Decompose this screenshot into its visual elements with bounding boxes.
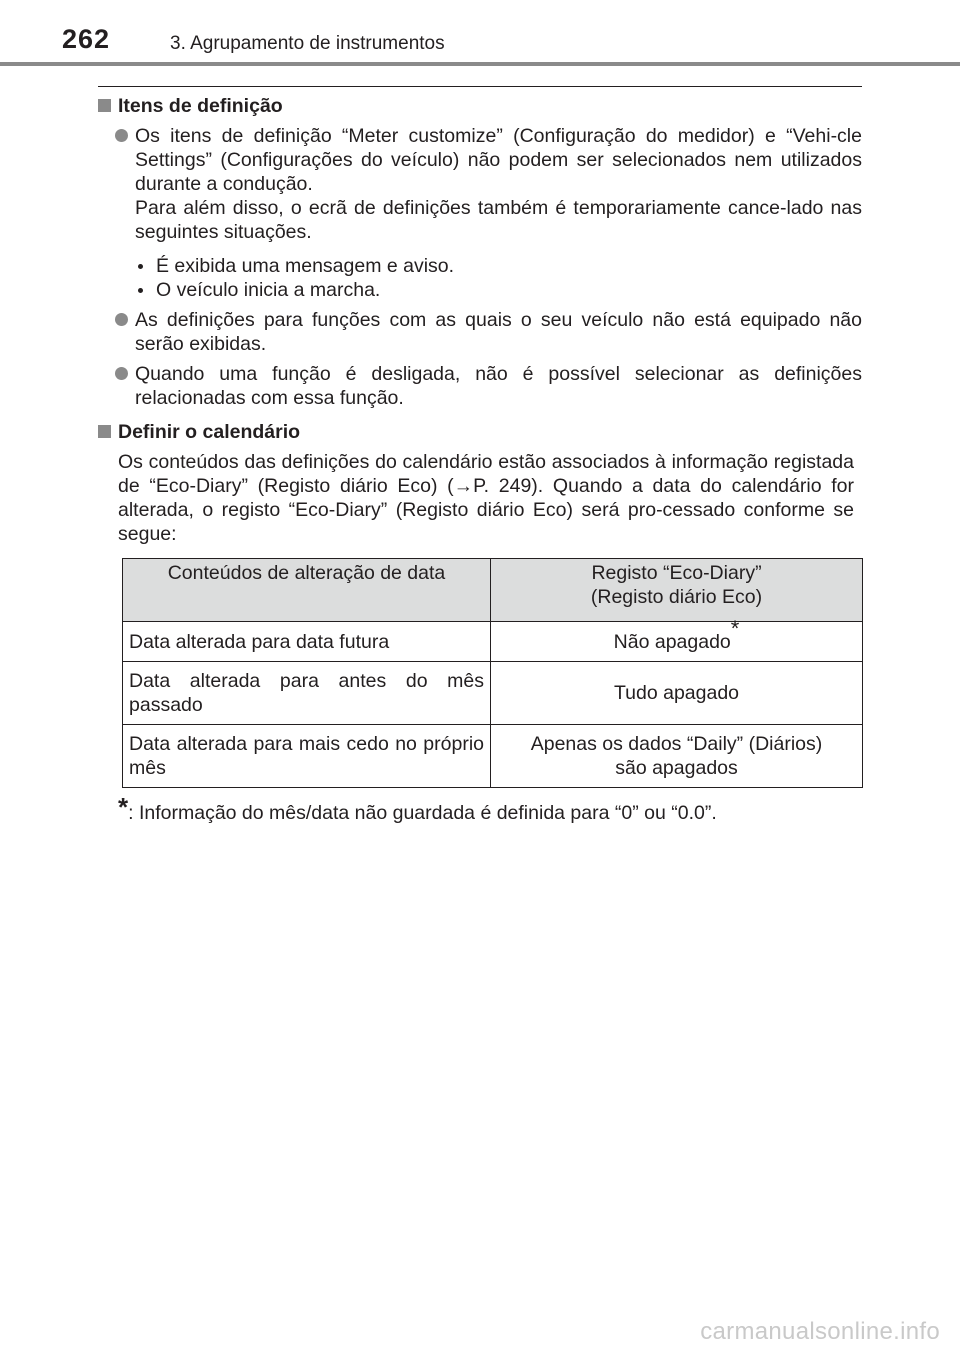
- table-row: [123, 622, 863, 662]
- page-header: [0, 0, 960, 72]
- square-bullet-icon: [98, 99, 111, 112]
- watermark: carmanualsonline.info: [700, 1318, 940, 1345]
- small-dot-icon: [138, 264, 143, 269]
- table-cell: Data alterada para antes do mês passado: [123, 662, 491, 725]
- table-cell: Não apagado*: [491, 622, 863, 662]
- bullet-text-continued: Para além disso, o ecrã de definições também é temporariamente cance-lado nas seguintes situações.: [135, 197, 862, 243]
- table-header-row: [123, 559, 863, 622]
- table-row: [123, 725, 863, 788]
- small-dot-icon: [138, 288, 143, 293]
- chapter-title: 3. Agrupamento de instrumentos: [170, 33, 445, 54]
- section-heading-text: Itens de definição: [118, 95, 283, 117]
- circle-bullet-icon: [115, 313, 128, 326]
- bullet-item: [98, 124, 862, 244]
- list-item: O veículo inicia a marcha.: [135, 278, 862, 302]
- table-cell: Data alterada para data futura: [123, 622, 491, 662]
- header-rule: [0, 62, 960, 66]
- calendar-paragraph: Os conteúdos das definições do calendário estão associados à informação registada de “Eco-Diary” (Registo diário Eco) (→P. 249). Quando a data do calendário for alterada, o registo “Eco-Diary” (Registo diário Eco) será pro-cessado conforme se segue:: [118, 451, 854, 545]
- section-heading-definir-o-calendario: [98, 420, 862, 444]
- situation-list: [135, 254, 862, 302]
- bullet-text: Quando uma função é desligada, não é possível selecionar as definições relacionadas com essa função.: [135, 363, 862, 409]
- bullet-item: [98, 308, 862, 356]
- circle-bullet-icon: [115, 129, 128, 142]
- eco-diary-table: [122, 558, 863, 788]
- table-cell: Tudo apagado: [491, 662, 863, 725]
- section-heading-itens-de-definicao: [98, 94, 862, 118]
- section-divider: [98, 86, 862, 87]
- bullet-text: Os itens de definição “Meter customize” (Configuração do medidor) e “Vehi-cle Settings” (Configurações do veículo) não podem ser selecionados nem utilizados durante a condução.: [135, 125, 862, 195]
- arrow-right-icon: →: [453, 475, 474, 497]
- table-header-cell: Registo “Eco-Diary” (Registo diário Eco): [491, 559, 863, 622]
- footnote: [118, 792, 862, 825]
- list-item: É exibida uma mensagem e aviso.: [135, 254, 862, 278]
- table-header-cell: Conteúdos de alteração de data: [123, 559, 491, 622]
- table-row: [123, 662, 863, 725]
- page-number: 262: [62, 24, 111, 54]
- bullet-text: As definições para funções com as quais o seu veículo não está equipado não serão exibidas.: [135, 309, 862, 355]
- page-content: [98, 94, 862, 825]
- circle-bullet-icon: [115, 367, 128, 380]
- footnote-text: : Informação do mês/data não guardada é definida para “0” ou “0.0”.: [128, 802, 717, 824]
- asterisk-mark: *: [730, 616, 740, 641]
- asterisk-mark: *: [118, 792, 129, 822]
- section-heading-text: Definir o calendário: [118, 421, 301, 443]
- table-cell: Data alterada para mais cedo no próprio mês: [123, 725, 491, 788]
- bullet-item: [98, 362, 862, 410]
- square-bullet-icon: [98, 425, 111, 438]
- table-cell: Apenas os dados “Daily” (Diários) são apagados: [491, 725, 863, 788]
